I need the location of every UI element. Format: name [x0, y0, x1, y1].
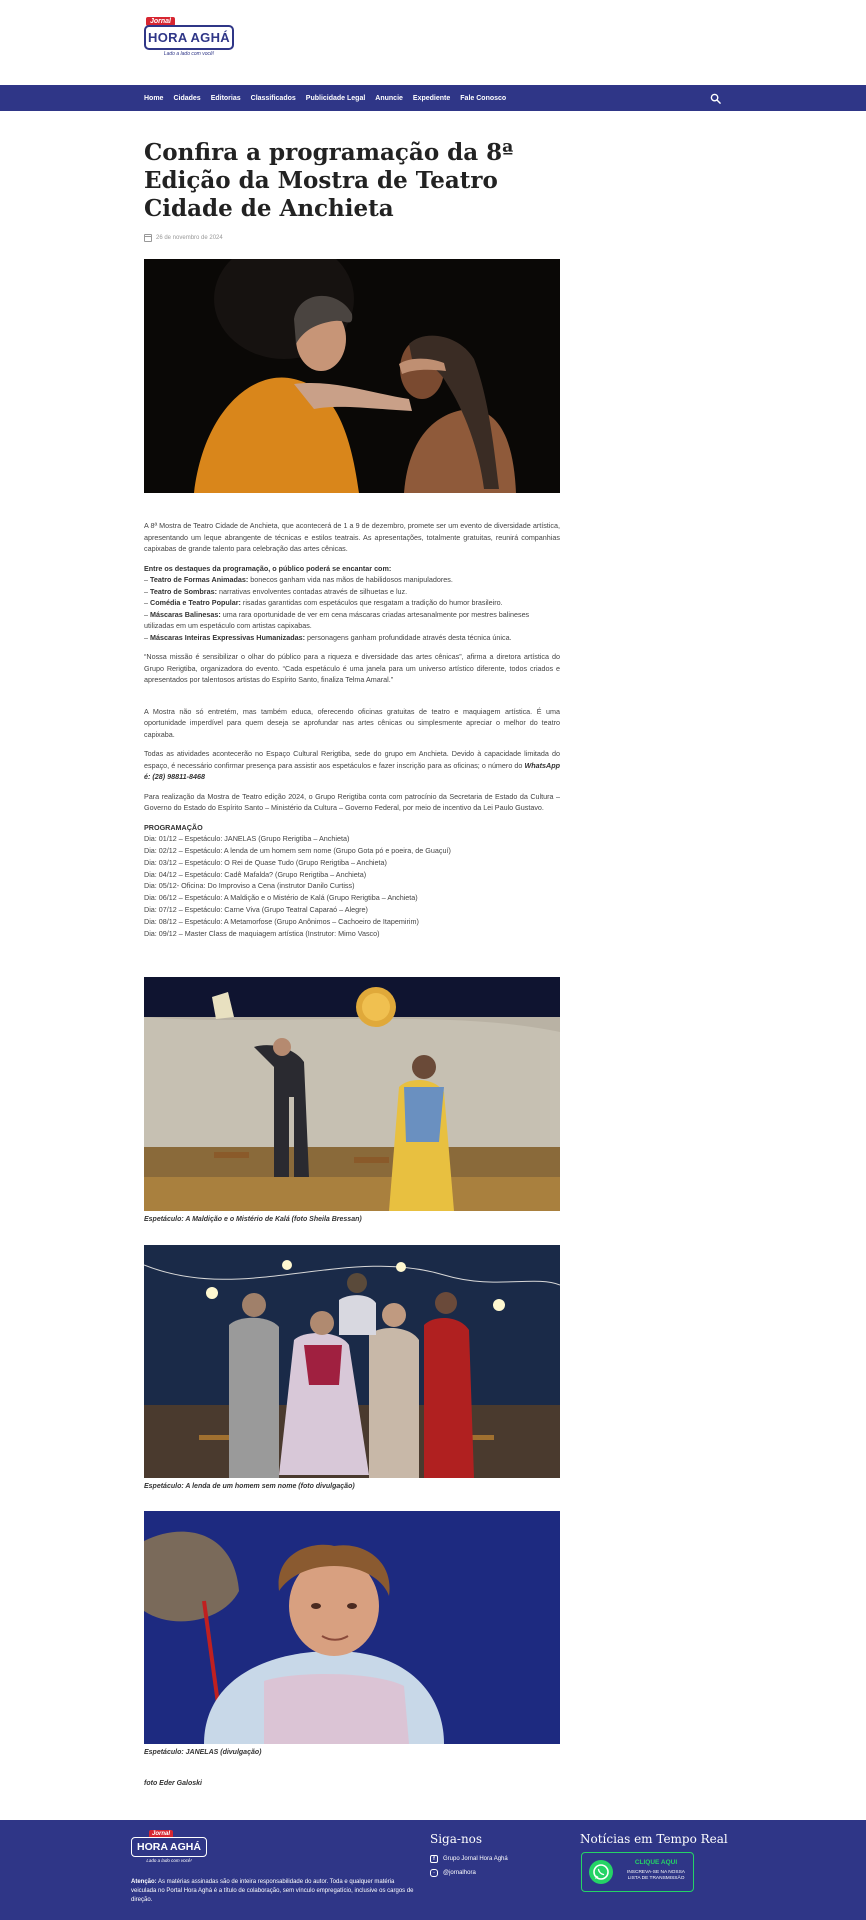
nav-item-anuncie[interactable]: Anuncie [375, 94, 403, 102]
article-photo-lenda [144, 1245, 560, 1478]
highlight-text: risadas garantidas com espetáculos que resgatam a tradição do humor brasileiro. [240, 598, 503, 607]
article-photo-janelas [144, 1511, 560, 1744]
facebook-label: Grupo Jornal Hora Aghá [443, 1856, 508, 1862]
article-date [144, 234, 223, 242]
program-item: Dia: 02/12 – Espetáculo: A lenda de um homem sem nome (Grupo Gota pó e poeira, de Guaçuí) [144, 846, 451, 856]
program-item: Dia: 04/12 – Espetáculo: Cadê Mafalda? (Grupo Rerigtiba – Anchieta) [144, 869, 367, 879]
whatsapp-number[interactable]: WhatsApp é: (28) 98811-8468 [144, 760, 560, 781]
calendar-icon [144, 234, 152, 242]
site-footer [0, 1820, 866, 1920]
nav-item-fale-conosco[interactable]: Fale Conosco [460, 94, 507, 102]
highlight-text: personagens ganham profundidade através desta técnica única. [305, 632, 512, 642]
article-photo-kala [144, 977, 560, 1211]
program-item: Dia: 05/12- Oficina: Do Improviso a Cena (instrutor Danilo Curtiss) [144, 881, 355, 891]
site-header [0, 0, 866, 85]
highlights-block: Entre os destaques da programação, o público poderá se encantar com: – Teatro de Formas Animadas: bonecos ganham vida nas mãos de habilidosos manipuladores. – Teatro de Sombras: narrativas envolventes contadas através de silhuetas e luz. – Comédia e Teatro Popular: risadas garantidas com espetáculos que resgatam a tradição do humor brasileiro. – Máscaras Balinesas: uma rara oportunidade de ver em cena máscaras criadas artesanalmente por mestres balineses utilizadas em um espetáculo com artistas capixabas. – Máscaras Inteiras Expressivas Humanizadas: personagens ganham profundidade através desta técnica única. [144, 563, 530, 642]
footer-logo-box [131, 1837, 207, 1857]
photo-caption-1: Espetáculo: A Maldição e o Mistério de Kalá (foto Sheila Bressan) [144, 1216, 362, 1223]
article-location [144, 748, 560, 783]
whatsapp-sub: INSCREVA-SE NA NOSSA LISTA DE TRANSMISSÃO [626, 1870, 686, 1881]
program-item: Dia: 07/12 – Espetáculo: Carne Viva (Grupo Teatral Caparaó – Alegre) [144, 905, 368, 915]
footer-note-bold: Atenção: [131, 1879, 157, 1885]
whatsapp-icon [589, 1860, 613, 1884]
highlight-name: Máscaras Balinesas: [150, 609, 221, 619]
article-quote: “Nossa missão é sensibilizar o olhar do público para a riqueza e diversidade das artes cênicas”, afirma a diretora artística do Grupo Rerigtiba, organizadora do evento. “Cada espetáculo é uma janela para um universo artístico diferente, todos criados e apresentados por talentosos artistas do Espírito Santo, finaliza Telma Amaral.” [144, 652, 560, 684]
program-item: Dia: 06/12 – Espetáculo: A Maldição e o Mistério de Kalá (Grupo Rerigtiba – Anchieta) [144, 893, 418, 903]
instagram-link[interactable] [430, 1869, 476, 1877]
program-item: Dia: 09/12 – Master Class de maquiagem artística (Instrutor: Mimo Vasco) [144, 928, 380, 938]
article-sponsor: Para realização da Mostra de Teatro edição 2024, o Grupo Rerigtiba conta com patrocínio da Secretaria de Estado da Cultura – Governo do Estado do Espírito Santo – Ministério da Cultura – Governo Federal, por meio de incentivo da Lei Paulo Gustavo. [144, 791, 560, 812]
footer-logo[interactable] [131, 1830, 207, 1864]
article-date-text: 26 de novembro de 2024 [156, 235, 223, 241]
program-item: Dia: 08/12 – Espetáculo: A Metamorfose (Grupo Anônimos – Cachoeiro de Itapemirim) [144, 916, 419, 926]
main-navbar [0, 85, 866, 111]
nav-item-publicidade-legal[interactable]: Publicidade Legal [305, 94, 366, 102]
footer-disclaimer [131, 1878, 421, 1905]
program-block [144, 822, 560, 940]
footer-logo-tag: Jornal [149, 1830, 173, 1838]
nav-item-editorias[interactable]: Editorias [210, 94, 241, 102]
article-education: A Mostra não só entretém, mas também educa, oferecendo oficinas gratuitas de teatro e maquiagem artística. É uma oportunidade imperdível para quem deseja se aprofundar nas artes cênicas ou simplesmente apreciar o melhor do teatro capixaba. [144, 706, 560, 739]
logo-name: HORA AGHÁ [148, 30, 230, 45]
photo-caption-3: Espetáculo: JANELAS (divulgação) [144, 1749, 262, 1756]
highlight-name: Máscaras Inteiras Expressivas Humanizadas: [150, 632, 306, 642]
realtime-title: Notícias em Tempo Real [580, 1832, 728, 1846]
logo-slogan: Lado a lado com você! [163, 51, 215, 57]
nav-item-expediente[interactable]: Expediente [412, 94, 451, 102]
nav-item-home[interactable]: Home [144, 94, 164, 102]
highlight-name: Teatro de Sombras: [150, 586, 217, 596]
footer-logo-slogan: Lado a lado com você! [146, 1858, 192, 1863]
highlight-name: Comédia e Teatro Popular: [150, 598, 241, 607]
highlight-name: Teatro de Formas Animadas: [150, 575, 249, 584]
program-item: Dia: 01/12 – Espetáculo: JANELAS (Grupo Rerigtiba – Anchieta) [144, 834, 350, 844]
whatsapp-subscribe-button[interactable] [581, 1852, 694, 1892]
logo-tag: Jornal [146, 17, 175, 26]
nav-menu [144, 85, 506, 111]
whatsapp-cta: CLIQUE AQUI [634, 1859, 678, 1866]
facebook-link[interactable] [430, 1855, 508, 1863]
photo-credit: foto Eder Galoski [144, 1780, 202, 1787]
highlight-text: uma rara oportunidade de ver em cena máscaras criadas artesanalmente por mestres balineses utilizadas em um espetáculo com artistas capixabas. [144, 609, 530, 630]
site-logo[interactable] [144, 17, 236, 58]
photo-caption-2: Espetáculo: A lenda de um homem sem nome (foto divulgação) [144, 1483, 355, 1490]
location-text: Todas as atividades acontecerão no Espaço Cultural Rerigtiba, sede do grupo em Anchieta. Devido à capacidade limitada do espaço, é necessário confirmar presença para assistir aos espetáculos e fazer inscrição para as oficinas; o número do [144, 749, 560, 770]
search-icon[interactable] [710, 93, 721, 104]
article-intro: A 8ª Mostra de Teatro Cidade de Anchieta, que acontecerá de 1 a 9 de dezembro, promete ser um evento de diversidade artística, apresentando um leque abrangente de técnicas e estilos teatrais. As apresentações, totalmente gratuitas, reunirá companhias capixabas de grande talento para celebração das artes cênicas. [144, 521, 560, 553]
nav-item-classificados[interactable]: Classificados [250, 94, 296, 102]
footer-note-text: As matérias assinadas são de inteira responsabilidade do autor. Toda e qualquer matéria veiculada no Portal Hora Aghá é a título de colaboração, sem vínculo empregatício, inclusive os cargos de direção. [131, 1879, 414, 1903]
program-item: Dia: 03/12 – Espetáculo: O Rei de Quase Tudo (Grupo Rerigtiba – Anchieta) [144, 857, 387, 867]
highlight-text: narrativas envolventes contadas através de silhuetas e luz. [216, 586, 408, 596]
article-body [144, 520, 560, 947]
facebook-icon: f [430, 1855, 438, 1863]
follow-title: Siga-nos [430, 1832, 483, 1846]
instagram-label: @jornalhora [443, 1870, 476, 1876]
footer-logo-name: HORA AGHÁ [137, 1841, 201, 1853]
article-title: Confira a programação da 8ª Edição da Mostra de Teatro Cidade de Anchieta [144, 139, 514, 222]
article-photo-main [144, 259, 560, 493]
logo-box [144, 25, 234, 50]
instagram-icon: ◦ [430, 1869, 438, 1877]
program-title: PROGRAMAÇÃO [144, 822, 203, 832]
nav-item-cidades[interactable]: Cidades [173, 94, 201, 102]
highlight-text: bonecos ganham vida nas mãos de habilidosos manipuladores. [248, 575, 453, 584]
highlights-title: Entre os destaques da programação, o público poderá se encantar com: [144, 563, 392, 573]
